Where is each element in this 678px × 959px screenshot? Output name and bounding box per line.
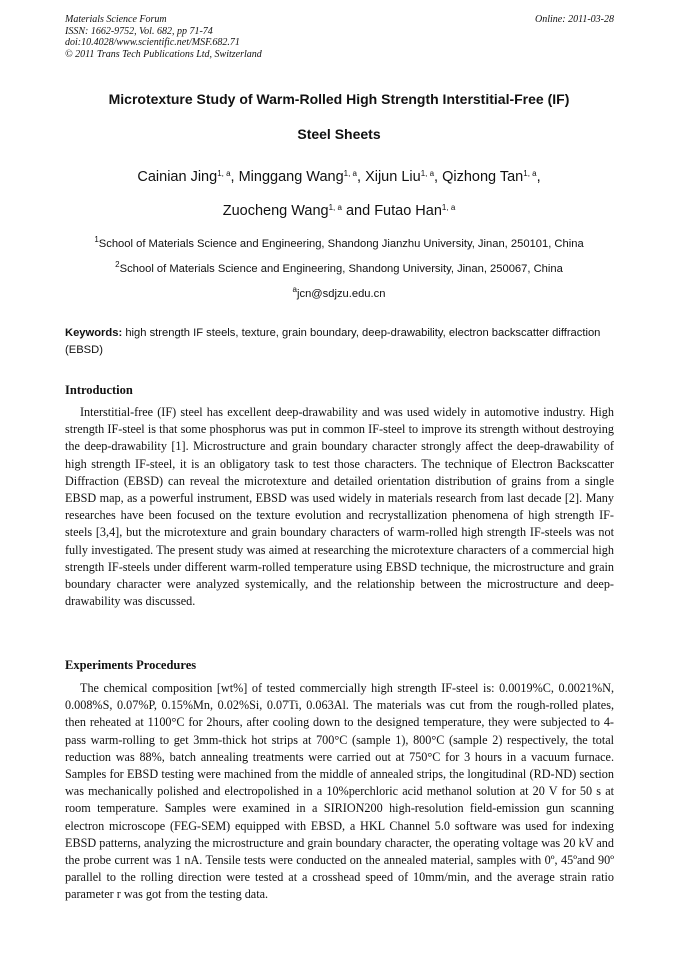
affiliation-1 [20,235,658,250]
keywords-label: Keywords: [65,327,123,339]
author-name: Zuocheng Wang [222,203,329,219]
affiliation-mark: 2 [115,260,120,269]
affiliation-mark: 1 [94,235,99,244]
journal-issn: ISSN: 1662-9752, Vol. 682, pp 71-74 [65,25,213,37]
author-list-line-2 [30,203,648,219]
author-name: Xijun Liu [365,169,421,185]
author-separator: , [357,169,366,185]
author-affiliation-mark: 1, a [420,169,435,178]
affiliation-mark: a [292,285,297,294]
author-name: Qizhong Tan [442,169,524,185]
journal-header [65,14,614,60]
journal-name: Materials Science Forum [65,14,167,25]
author-list-line-1 [30,169,648,185]
author-name: Cainian Jing [137,169,218,185]
author-affiliation-mark: 1, a [328,203,342,212]
keywords-text: high strength IF steels, texture, grain boundary, deep-drawability, electron backscatter diffraction (EBSD) [65,327,601,356]
corresponding-email [20,285,658,300]
author-separator: , [230,169,239,185]
author-affiliation-mark: 1, a [343,169,357,178]
author-separator: , [434,169,443,185]
section-heading-experiments: Experiments Procedures [65,658,197,672]
email-text: jcn@sdjzu.edu.cn [296,288,386,300]
doi-line: doi:10.4028/www.scientific.net/MSF.682.71 [65,37,240,48]
paper-title-line-2: Steel Sheets [297,126,381,142]
online-date: Online: 2011-03-28 [535,14,614,25]
experiments-paragraph: The chemical composition [wt%] of tested commercially high strength IF-steel is: 0.0019%C, 0.0021%N, 0.008%S, 0.07%P, 0.15%Mn, 0.02%Si, 0.07Ti, 0.063Al. The materials was cut from the rough-rolled plates, then reheated at 1100°C for 2hours, after cooling down to the designed temperature, they were subjected to 4-pass warm-rolling to get 3mm-thick hot strips at 700°C (sample 1), 800°C (sample 2) respectively, the total reduction was 88%, batch annealing treatments were carried out at 750°C for 3 hours in a vacuum furnace. Samples for EBSD testing were machined from the middle of annealed strips, the longitudinal (RD-ND) section was mechanically polished and electropolished in a 10%perchloric acid methanol solution at 20 V for 50 s at room temperature. Samples were examined in a SIRION200 high-resolution field-emission gun scanning electron microscope (FEG-SEM) equipped with EBSD, a HKL Channel 5.0 software was used for indexing EBSD patterns, analyzing the microstructure and grain boundary character, the operating voltage was 20 kV and the probe current was 1 nA. Tensile tests were conducted on the annealed material, samples with 0º, 45ºand 90º parallel to the rolling direction were tested at a crosshead speed of 10mm/min, and the average strain ratio parameter r was got from the testing data. [65,681,614,902]
keywords-block [65,325,614,359]
author-separator: and [341,203,375,219]
author-affiliation-mark: 1, a [217,169,231,178]
paper-title-line-1: Microtexture Study of Warm-Rolled High Strength Interstitial-Free (IF) [108,91,570,107]
affiliation-text: School of Materials Science and Engineering, Shandong University, Jinan, 250067, China [119,263,563,275]
introduction-paragraph: Interstitial-free (IF) steel has excellent deep-drawability and was used widely in automotive industry. High strength IF-steel is that some phosphorus was put in common IF-steel to improve its strength without destroying the deep-drawability [1]. Microstructure and grain boundary character strongly affect the deep-drawability of high strength IF-steel, it is an obligatory task to test those characters. The technique of Electron Backscatter Diffraction (EBSD) can reveal the microtexture and detailed orientation distribution of grains from a single EBSD map, as a powerful instrument, EBSD was used widely in materials research from last decade [2]. Many researches have been focused on the texture evolution and recrystallization phenomena of high strength IF-steels [3,4], but the microtexture and grain boundary characters of warm-rolled high strength IF-steels was not fully investigated. The present study was aimed at researching the microtexture characters of a commercial high strength IF-steels under different warm-rolled temperature using EBSD technique, the microstructure and grain boundary character were analyzed systemically, and the relationship between the microstructure and deep-drawability was discussed. [65,405,614,609]
author-separator: , [536,169,541,185]
author-name: Minggang Wang [238,169,344,185]
author-affiliation-mark: 1, a [441,203,456,212]
section-heading-introduction: Introduction [65,383,133,397]
affiliation-2 [20,260,658,275]
author-affiliation-mark: 1, a [523,169,537,178]
copyright-line: © 2011 Trans Tech Publications Ltd, Switzerland [65,48,262,60]
author-name: Futao Han [374,203,442,219]
affiliation-text: School of Materials Science and Engineering, Shandong Jianzhu University, Jinan, 250101, China [98,238,584,250]
